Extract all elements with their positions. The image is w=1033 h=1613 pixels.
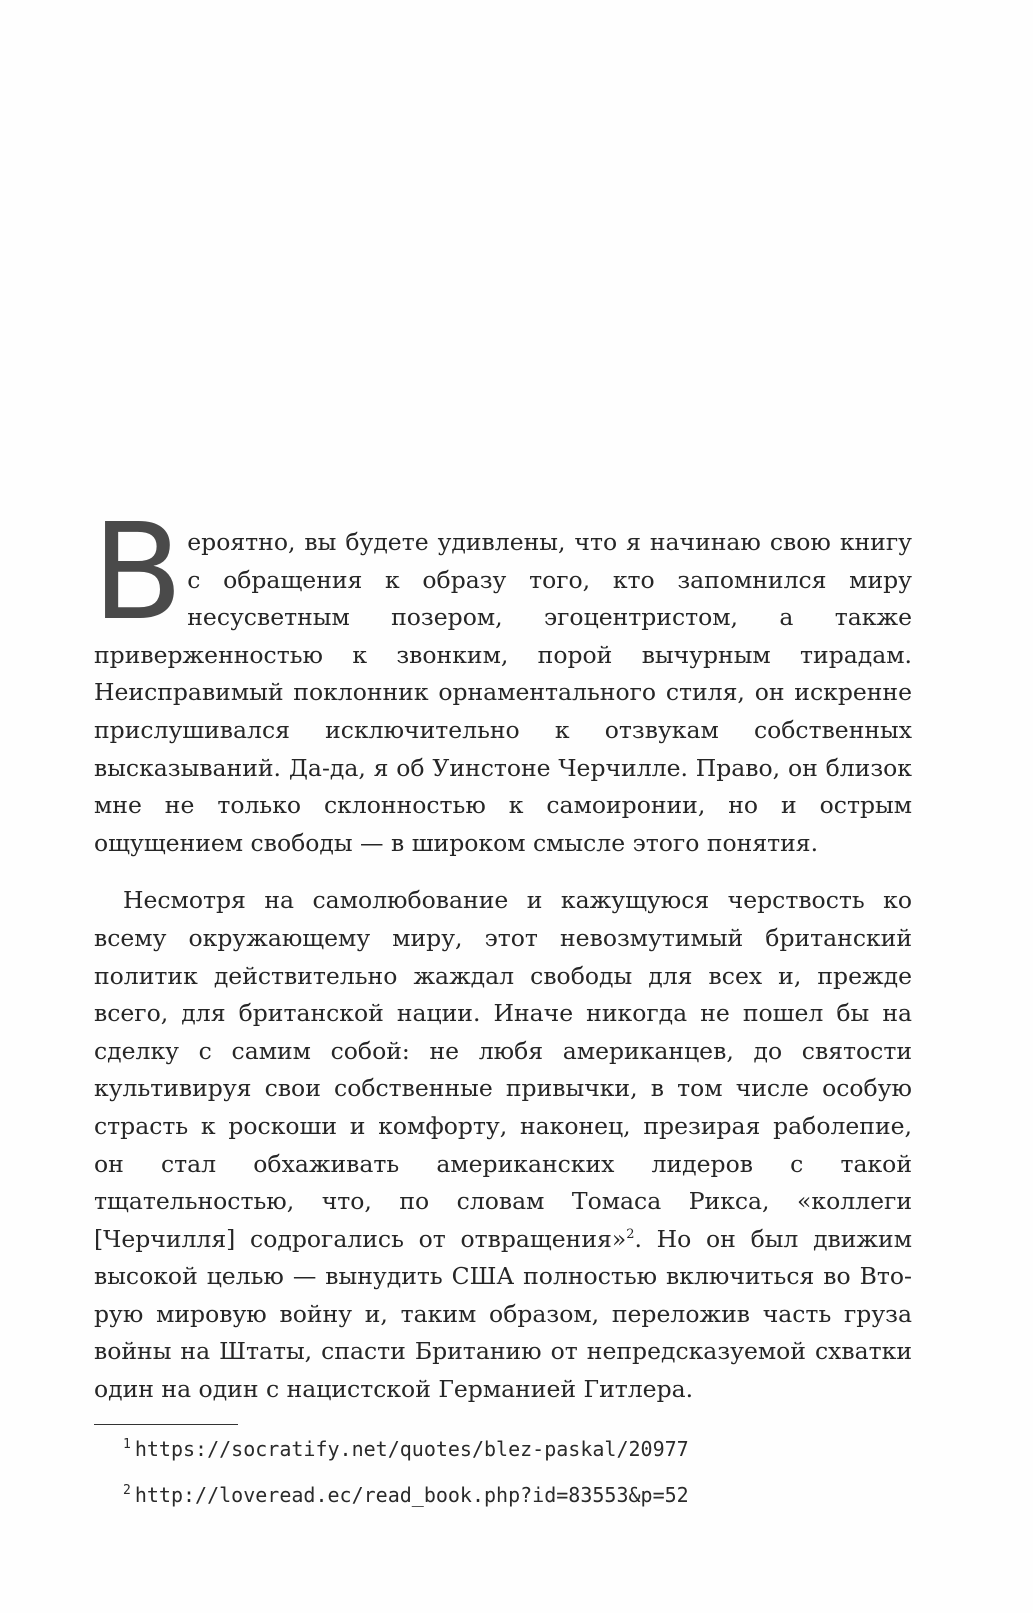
main-text bbox=[92, 496, 912, 1409]
paragraph-2 bbox=[94, 882, 912, 1408]
paragraph-2-text-a: Несмотря на самолюбование и кажущуюся черствость ко всему окружающему миру, этот невозмутимый британский политик действительно жаждал свободы для всех и, прежде всего, для британской нации. Иначе никогда не пошел бы на сделку с самим собой: не любя американцев, до святости культивируя свои собственные привычки, в том числе особую страсть к роскоши и комфорту, наконец, презирая раболепие, он стал обхаживать американских лидеров с такой тщательностью, что, по словам Томаса Рикса, «коллеги [Черчилля] содрогались от отвращения» bbox=[94, 886, 912, 1253]
footnote-1 bbox=[123, 1432, 903, 1466]
drop-cap: В bbox=[92, 496, 182, 650]
footnote-divider bbox=[94, 1424, 238, 1425]
footnote-number: 1 bbox=[123, 1437, 131, 1453]
drop-cap-container bbox=[92, 496, 182, 650]
footnote-ref-2[interactable]: 2 bbox=[626, 1226, 635, 1242]
paragraph-2-text-b: . Но он был движим высокой целью — вынудить США полностью включиться во Вторую мировую войну и, таким образом, переложив часть груза войны на Штаты, спасти Британию от непредсказуемой схватки один на один с нацистской Германией Гитлера. bbox=[94, 1224, 912, 1404]
footnote-2 bbox=[123, 1478, 903, 1512]
paragraph-1-text: ероятно, вы будете удивлены, что я начинаю свою книгу с обращения к образу того, кто запомнился миру несусветным позером, эгоцентристом, а также приверженностью к звонким, порой вычурным тирадам. Неисправимый поклонник орнаментального стиля, он искренне прислушивался исключительно к отзвукам собственных высказываний. Да-да, я об Уинстоне Черчилле. Право, он близок мне не только склонностью к самоиронии, но и острым ощущением свободы — в широком смысле этого понятия. bbox=[94, 528, 912, 857]
paragraph-1 bbox=[92, 496, 912, 862]
footnote-number: 2 bbox=[123, 1483, 131, 1499]
footnote-link[interactable]: https://socratify.net/quotes/blez-paskal/20977 bbox=[134, 1437, 689, 1461]
footnote-link[interactable]: http://loveread.ec/read_book.php?id=83553&p=52 bbox=[134, 1483, 689, 1507]
footnotes bbox=[123, 1432, 903, 1524]
